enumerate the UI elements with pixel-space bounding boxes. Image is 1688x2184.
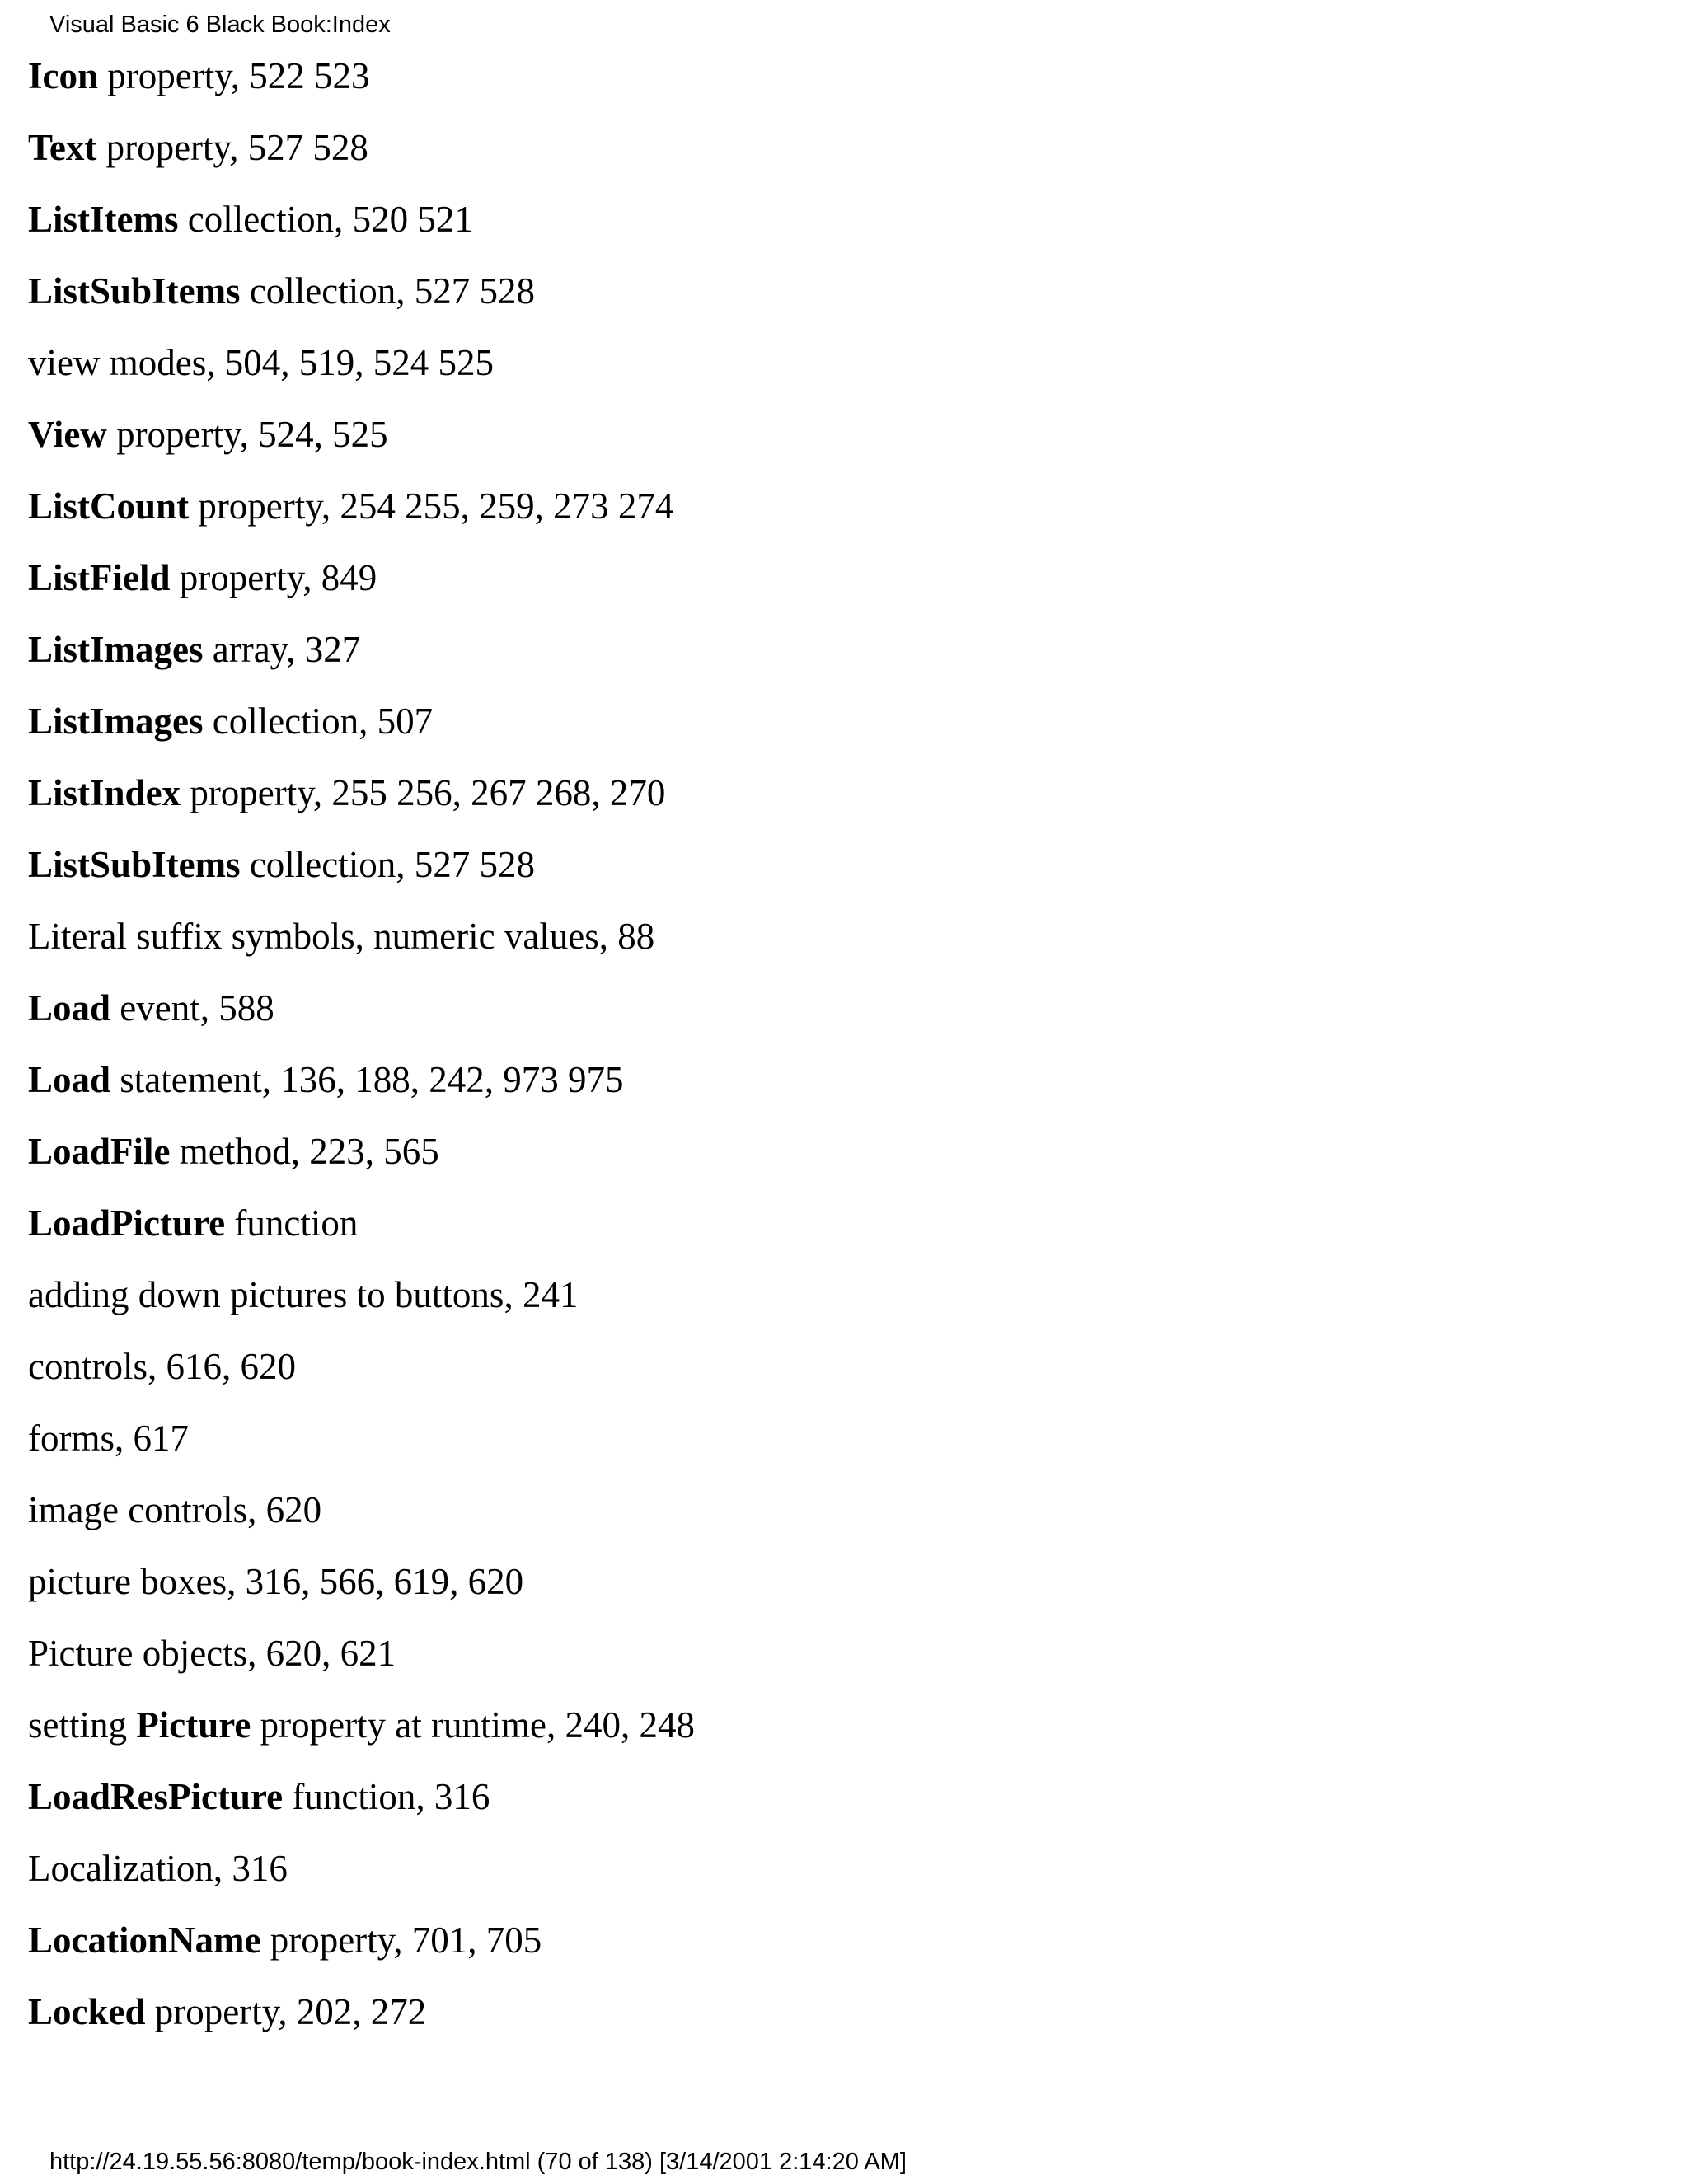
index-entry: Load event, 588 [28, 987, 274, 1029]
index-entry: setting Picture property at runtime, 240, 248 [28, 1704, 695, 1746]
index-entry: View property, 524, 525 [28, 414, 388, 455]
index-entry: LocationName property, 701, 705 [28, 1919, 542, 1961]
index-entry: Picture objects, 620, 621 [28, 1633, 396, 1674]
index-entry: Localization, 316 [28, 1848, 288, 1889]
index-entry: ListField property, 849 [28, 557, 377, 598]
index-entry: Locked property, 202, 272 [28, 1991, 427, 2032]
index-entry: ListSubItems collection, 527 528 [28, 844, 536, 885]
index-entry: Load statement, 136, 188, 242, 973 975 [28, 1059, 624, 1100]
index-entry: adding down pictures to buttons, 241 [28, 1274, 579, 1315]
index-entry: LoadFile method, 223, 565 [28, 1131, 439, 1172]
index-entry: picture boxes, 316, 566, 619, 620 [28, 1561, 524, 1602]
index-entry: ListImages collection, 507 [28, 701, 434, 742]
page-header: Visual Basic 6 Black Book:Index [49, 12, 391, 38]
index-entry: controls, 616, 620 [28, 1346, 296, 1387]
index-entry: Text property, 527 528 [28, 127, 368, 168]
index-entry: Literal suffix symbols, numeric values, 88 [28, 916, 655, 957]
index-entry: ListSubItems collection, 527 528 [28, 270, 536, 312]
index-entry-list [28, 51, 695, 2059]
index-entry: image controls, 620 [28, 1489, 322, 1530]
index-entry: Icon property, 522 523 [28, 55, 370, 96]
index-entry: LoadPicture function [28, 1202, 359, 1244]
index-entry: ListIndex property, 255 256, 267 268, 270 [28, 772, 666, 813]
index-entry: ListItems collection, 520 521 [28, 199, 473, 240]
index-entry: forms, 617 [28, 1418, 189, 1459]
index-entry: view modes, 504, 519, 524 525 [28, 342, 494, 383]
index-entry: ListCount property, 254 255, 259, 273 274 [28, 485, 674, 527]
index-entry: LoadResPicture function, 316 [28, 1776, 490, 1817]
index-entry: ListImages array, 327 [28, 629, 361, 670]
page-footer-url: http://24.19.55.56:8080/temp/book-index.html (70 of 138) [3/14/2001 2:14:20 AM] [49, 2149, 907, 2175]
